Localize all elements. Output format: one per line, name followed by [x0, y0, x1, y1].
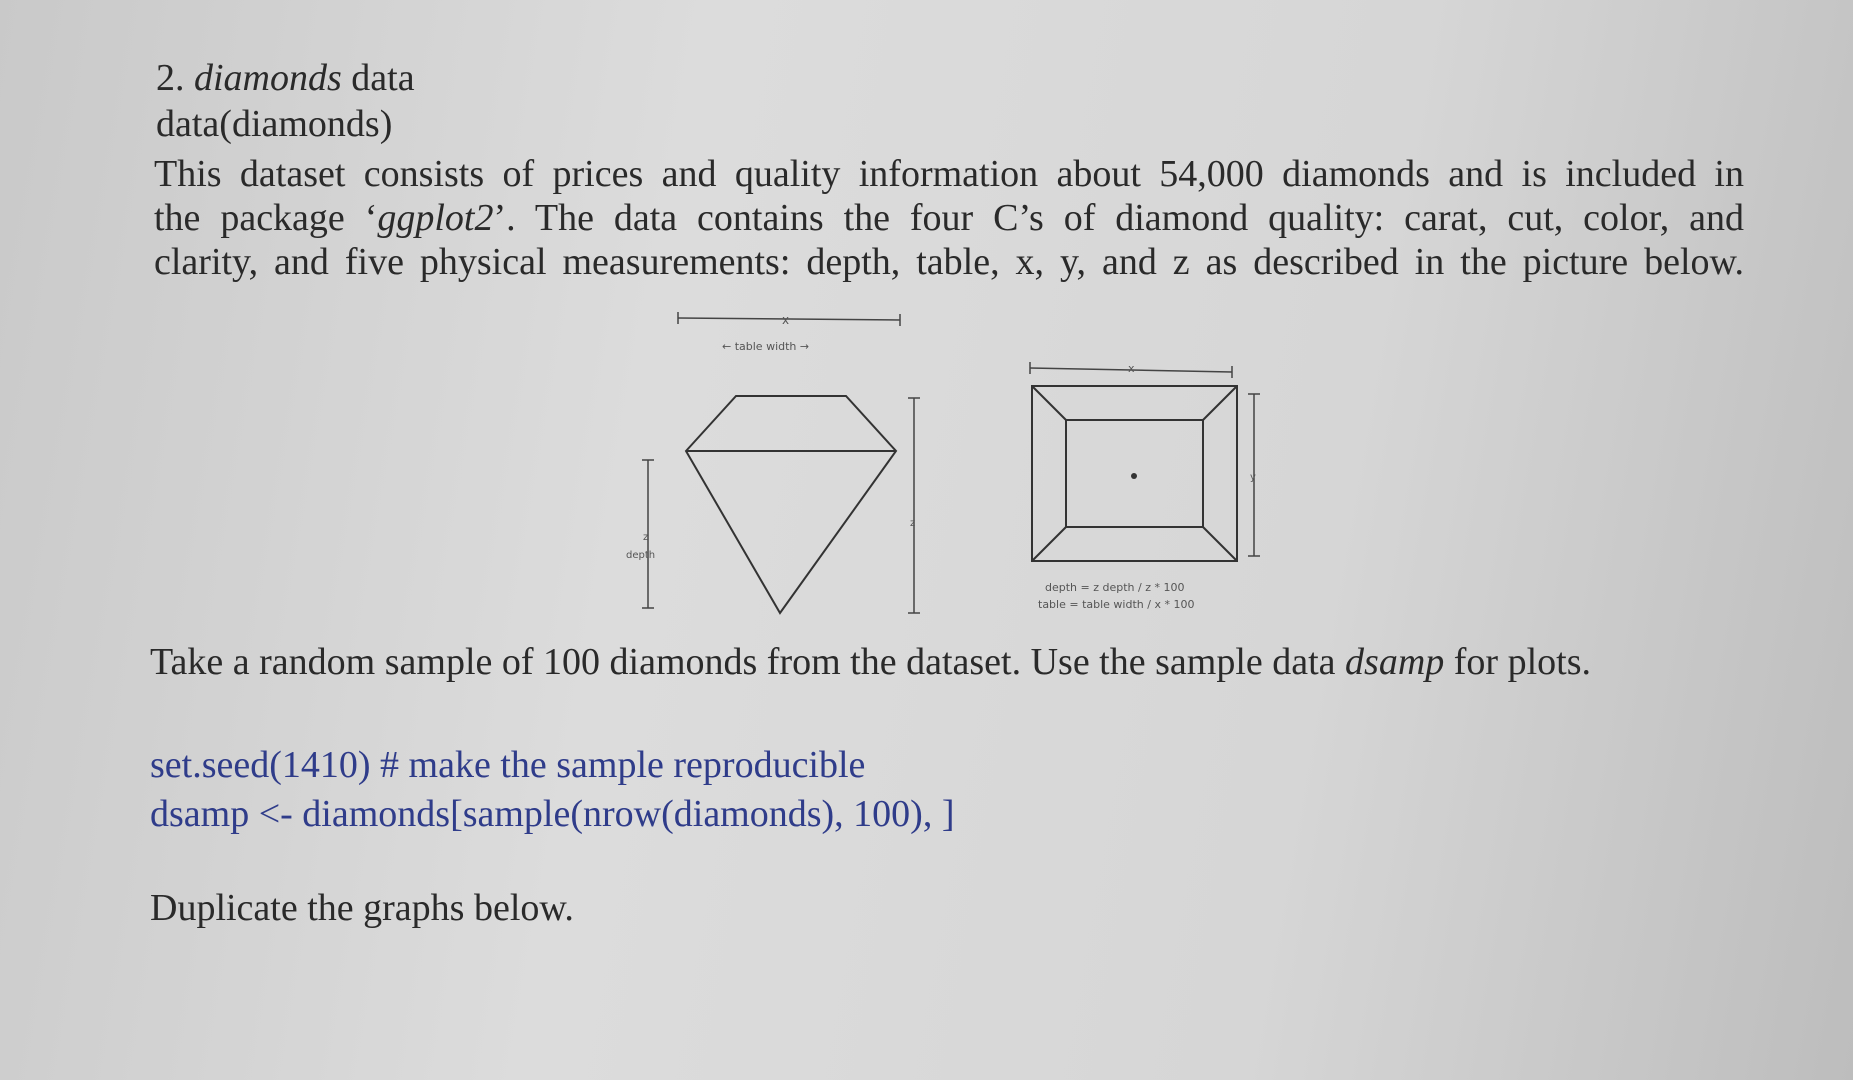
description-row-2-post: ’. The data contains the four C’s of diamond quality: carat, cut, color, and	[493, 197, 1744, 239]
code-line-1: set.seed(1410) # make the sample reproducible	[150, 744, 866, 786]
heading-suffix: data	[351, 57, 415, 99]
section-heading	[156, 56, 415, 100]
description-row-3: clarity, and five physical measurements: depth, table, x, y, and z as described in the picture below.	[154, 241, 1744, 283]
y-label: y	[1250, 472, 1256, 483]
top-x-label: x	[1128, 362, 1135, 375]
center-dot	[1131, 473, 1137, 479]
heading-dataset-name: diamonds	[194, 57, 342, 99]
description-paragraph	[154, 152, 1744, 284]
description-row-1: This dataset consists of prices and quality information about 54,000 diamonds and is included in	[154, 153, 1744, 195]
depth-z-label: z	[643, 532, 649, 543]
formula-depth: depth = z depth / z * 100	[1045, 581, 1185, 594]
z-dimension	[908, 398, 920, 613]
diamond-side-view	[686, 396, 896, 613]
heading-number: 2.	[156, 57, 185, 99]
description-row-2-pre: the package ‘	[154, 197, 378, 239]
side-x-label: x	[782, 313, 790, 327]
code-line-2: dsamp <- diamonds[sample(nrow(diamonds), 100), ]	[150, 793, 955, 835]
instruction-variable: dsamp	[1345, 641, 1445, 683]
formula-table: table = table width / x * 100	[1038, 598, 1195, 611]
closing-instruction: Duplicate the graphs below.	[150, 887, 574, 929]
z-label: z	[910, 518, 916, 529]
package-name: ggplot2	[377, 197, 494, 239]
instruction-line	[150, 640, 1591, 684]
instruction-pre: Take a random sample of 100 diamonds from the dataset. Use the sample data	[150, 641, 1346, 683]
diamond-measurements-diagram	[620, 308, 1280, 638]
depth-label: depth	[626, 550, 656, 561]
description-row-2	[154, 196, 1744, 240]
diamond-diagram-svg	[620, 308, 1280, 638]
instruction-post: for plots.	[1444, 641, 1591, 683]
load-data-line: data(diamonds)	[156, 103, 393, 145]
table-width-label: ← table width →	[722, 340, 810, 353]
